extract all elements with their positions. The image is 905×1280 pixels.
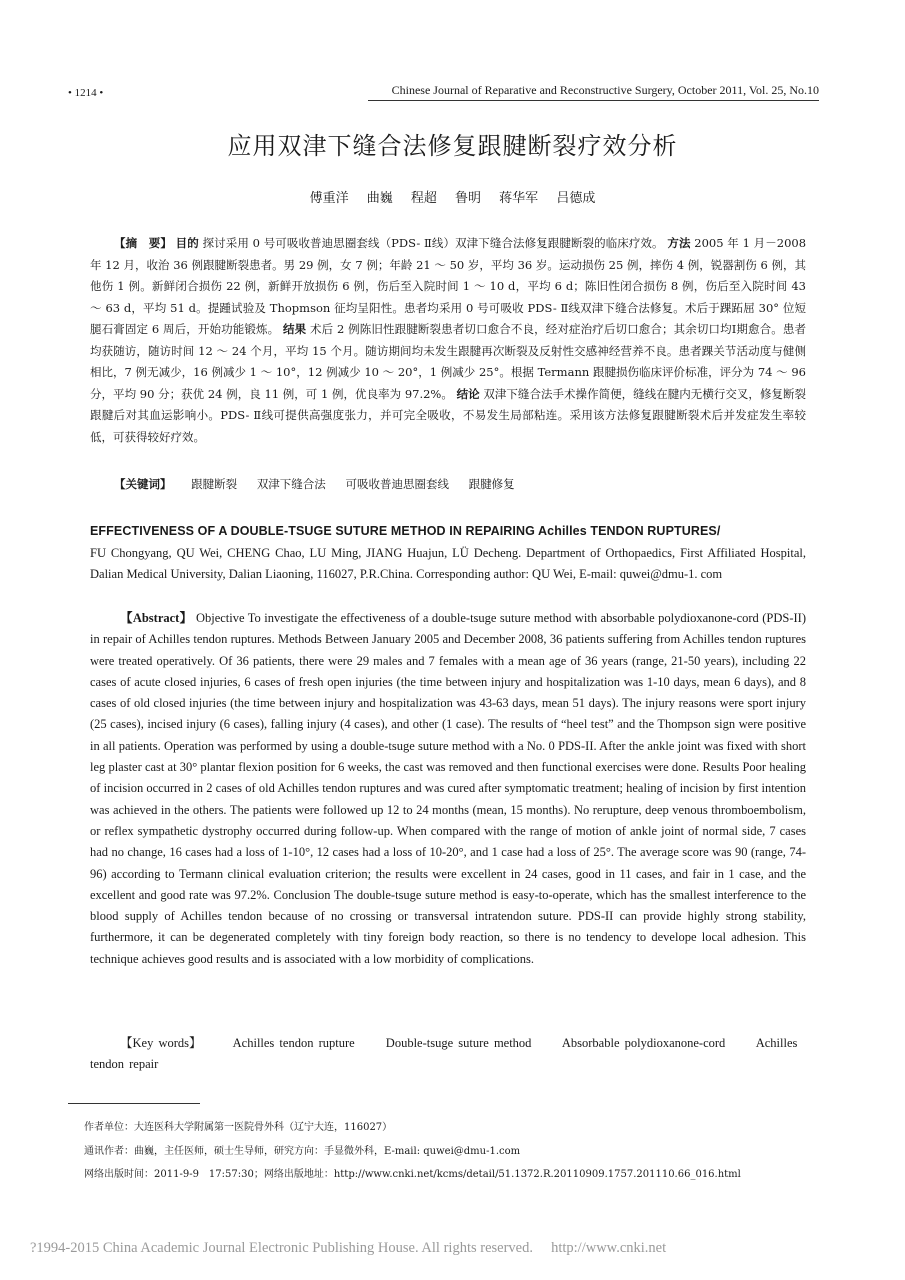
objective-text-cn: 探讨采用 0 号可吸收普迪思圈套线（PDS- Ⅱ线）双津下缝合法修复跟腱断裂的临床疗效。 <box>202 236 664 250</box>
keyword-cn: 双津下缝合法 <box>256 477 326 491</box>
conclusion-text-en: The double-tsuge suture method is easy-to-operate, which has the smallest interference to the blood supply of Achilles tendon because of no crossing or transversal intratendon suture. PDS-II can provide highly strong stability, furthermore, it can be degenerated completely with tiny foreign body reaction, so there is no tendency to develope local adhesion. This technique achieves good results and is associated with a low morbidity of complications. <box>90 887 807 966</box>
keywords-en-label: 【Key words】 <box>120 1036 202 1050</box>
methods-label-cn: 方法 <box>667 236 691 250</box>
keywords-cn-label: 【关键词】 <box>114 477 172 491</box>
footnote-rule <box>68 1103 200 1104</box>
header-rule <box>368 100 819 101</box>
results-label-en: Results <box>702 760 740 775</box>
journal-header: Chinese Journal of Reparative and Reconstructive Surgery, October 2011, Vol. 25, No.10 <box>391 83 819 97</box>
keyword-cn: 跟腱修复 <box>468 477 515 491</box>
page-number: • 1214 • <box>68 87 104 99</box>
conclusion-text-cn: 双津下缝合法手术操作简便，缝线在腱内无横行交叉，修复断裂跟腱后对其血运影响小。PDS- Ⅱ线可提供高强度张力，并可完全吸收，不易发生局部粘连。采用该方法修复跟腱断裂术后并发症发生率较低，可获得较好疗效。 <box>90 386 807 444</box>
results-text-cn: 术后 2 例陈旧性跟腱断裂患者切口愈合不良，经对症治疗后切口愈合；其余切口均Ⅰ期愈合。患者均获随访，随访时间 12 ～ 24 个月，平均 15 个月。随访期间均未发生跟腱再次断裂及反射性交感神经营养不良。患者踝关节活动度与健侧相比，7 例无减少，16 例减少 1 ～ 10°，12 例减少 10 ～ 20°，1 例减少 25°。根据 Termann 跟腱损伤临床评价标准，评分为 74 ～ 96 分，平均 90 分；获优 24 例，良 11 例，可 1 例，优良率为 97.2%。 <box>90 322 806 401</box>
abstract-cn <box>90 233 806 448</box>
keywords-en <box>90 1033 806 1075</box>
footnote-affiliation: 作者单位：大连医科大学附属第一医院骨外科（辽宁大连，116027） <box>84 1122 393 1133</box>
abstract-en <box>90 608 806 970</box>
objective-label-en: Objective <box>195 611 245 625</box>
results-label-cn: 结果 <box>283 322 307 336</box>
article-title-cn: 应用双津下缝合法修复跟腱断裂疗效分析 <box>227 132 678 160</box>
keywords-cn <box>114 476 515 492</box>
abstract-en-label: 【Abstract】 <box>120 611 193 625</box>
keyword-cn: 可吸收普迪思圈套线 <box>345 477 449 491</box>
results-text-en: Poor healing of incision occurred in 2 cases of old Achilles tendon ruptures and was cured after symptomatic treatment; healing of incision by first intention was achieved in the others. The patients were followed up 12 to 24 months (mean, 15 months). No rerupture, deep venous thromboembolism, or reflex sympathetic dystrophy occurred during follow-up. When compared with the range of motion of ankle joint of normal side, 7 cases had no change, 16 cases had a loss of 1-10°, 12 cases had a loss of 10-20°, and 1 case had a loss of 25°. The average score was 90 (range, 74-96) according to Termann clinical evaluation criterion; the results were excellent in 24 cases, good in 11 cases, and fair in 1 case, and the excellent and good rate was 97.2%. <box>90 760 807 902</box>
conclusion-label-cn: 结论 <box>456 386 480 401</box>
keyword-en: Achilles tendon repair <box>90 1036 798 1071</box>
keyword-en: Achilles tendon rupture <box>232 1036 355 1050</box>
keyword-en: Double-tsuge suture method <box>385 1036 532 1050</box>
conclusion-label-en: Conclusion <box>273 887 331 902</box>
objective-text-en: To investigate the effectiveness of a double-tsuge suture method with absorbable polydioxanone-cord (PDS-II) in repair of Achilles tendon ruptures. <box>90 611 807 647</box>
abstract-cn-label: 【摘 要】 <box>114 236 172 250</box>
footnote-online-publication: 网络出版时间：2011-9-9 17:57:30；网络出版地址：http://www.cnki.net/kcms/detail/51.1372.R.20110909.1757.201110.66_016.html <box>84 1169 741 1180</box>
article-title-en: EFFECTIVENESS OF A DOUBLE-TSUGE SUTURE METHOD IN REPAIRING Achilles TENDON RUPTURES/ <box>90 524 721 538</box>
keyword-cn: 跟腱断裂 <box>191 477 238 491</box>
methods-text-en: Between January 2005 and December 2008, 36 patients suffering from Achilles tendon ruptures were treated operatively. Of 36 patients, there were 29 males and 7 females with a mean age of 36 years (range, 21-50 years), including 22 cases of acute closed injuries, 6 cases of fresh open injuries (the time between injury and hospitalization was 1-10 days, mean 6 days), and 8 cases of old closed injuries (the time between injury and hospitalization was 43-63 days, mean 51 days). The injury reasons were sport injury (25 cases), incised injury (6 cases), falling injury (4 cases), and other (1 case). The results of “heel test” and the Thompson sign were positive in all patients. Operation was performed by using a double-tsuge suture method with a No. 0 PDS-II. After the ankle joint was fixed with short leg plaster cast at 30° plantar flexion position for 6 weeks, the cast was removed and then functional exercises were done. <box>90 632 806 775</box>
methods-text-cn: 2005 年 1 月－2008 年 12 月，收治 36 例跟腱断裂患者。男 29 例，女 7 例；年龄 21 ～ 50 岁，平均 36 岁。运动损伤 25 例，摔伤 4 例，锐器割伤 6 例，其他伤 1 例。新鲜闭合损伤 22 例，新鲜开放损伤 6 例，伤后至入院时间 1 ～ 10 d，平均 6 d；陈旧性闭合损伤 8 例，伤后至入院时间 43 ～ 63 d，平均 51 d。提踵试验及 Thopmson 征均呈阳性。患者均采用 0 号可吸收 PDS- Ⅱ线双津下缝合法修复。术后于踝跖屈 30° 位短腿石膏固定 6 周后，开始功能锻炼。 <box>90 236 807 336</box>
methods-label-en: Methods <box>278 632 322 647</box>
authors-affiliation-en: FU Chongyang, QU Wei, CHENG Chao, LU Ming, JIANG Huajun, LÜ Decheng. Department of Orthopaedics, First Affiliated Hospital, Dalian Medical University, Dalian Liaoning, 116027, P.R.China. Corresponding author: QU Wei, E-mail: quwei@dmu-1. com <box>90 546 806 581</box>
objective-label-cn: 目的 <box>175 236 199 250</box>
footnote-corresponding-author: 通讯作者：曲巍，主任医师，硕士生导师，研究方向：手显微外科，E-mail: quwei@dmu-1.com <box>84 1146 521 1157</box>
keyword-en: Absorbable polydioxanone-cord <box>561 1036 726 1050</box>
copyright-watermark: ?1994-2015 China Academic Journal Electronic Publishing House. All rights reserved. http://www.cnki.net <box>30 1240 667 1256</box>
authors-cn: 傅重洋 曲巍 程超 鲁明 蒋华军 吕德成 <box>309 191 596 206</box>
